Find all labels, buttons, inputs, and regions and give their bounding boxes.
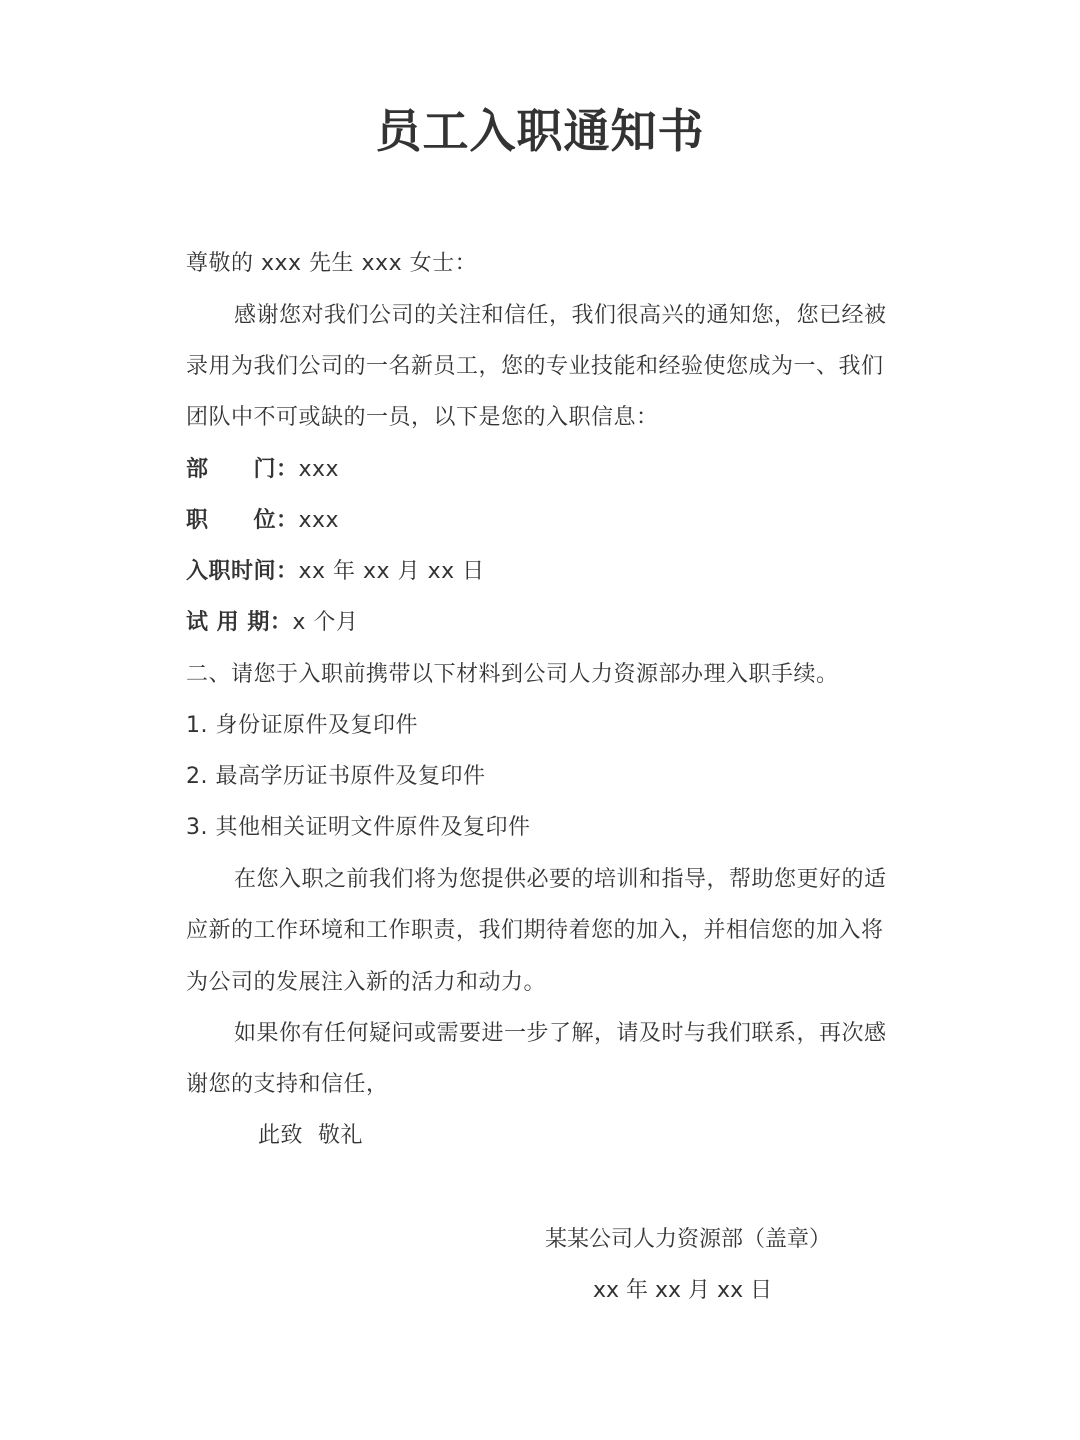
- document-title: 员工入职通知书: [375, 104, 705, 158]
- training-line-3: 为公司的发展注入新的活力和动力。: [186, 970, 547, 995]
- department-value: xxx: [298, 457, 340, 482]
- intro-line-1: 感谢您对我们公司的关注和信任，我们很高兴的通知您，您已经被: [234, 303, 887, 328]
- info-probation: [186, 607, 926, 639]
- position-label: 职 位：: [186, 508, 299, 533]
- info-start-date: [186, 556, 926, 588]
- contact-line-1: 如果你有任何疑问或需要进一步了解，请及时与我们联系，再次感: [234, 1021, 887, 1046]
- start-date-label: 入职时间：: [186, 559, 299, 584]
- info-department: [186, 454, 926, 486]
- department-label: 部 门：: [186, 457, 299, 482]
- position-value: xxx: [298, 508, 340, 533]
- training-line-2: 应新的工作环境和工作职责，我们期待着您的加入，并相信您的加入将: [186, 918, 884, 943]
- materials-heading: 二、请您于入职前携带以下材料到公司人力资源部办理入职手续。: [186, 662, 839, 687]
- info-position: [186, 505, 926, 537]
- training-line-1: 在您入职之前我们将为您提供必要的培训和指导，帮助您更好的适: [234, 867, 887, 892]
- intro-line-2: 录用为我们公司的一名新员工，您的专业技能和经验使您成为一、我们: [186, 354, 884, 379]
- signature-date: xx 年 xx 月 xx 日: [593, 1278, 773, 1303]
- start-date-value: xx 年 xx 月 xx 日: [298, 559, 485, 584]
- probation-label: 试 用 期：: [186, 610, 293, 635]
- greeting: 尊敬的 xxx 先生 xxx 女士：: [186, 251, 478, 276]
- closing-salutation: 此致 敬礼: [258, 1123, 363, 1148]
- intro-line-3: 团队中不可或缺的一员，以下是您的入职信息：: [186, 405, 659, 430]
- signature: 某某公司人力资源部（盖章）: [545, 1227, 832, 1252]
- material-item-1: 1. 身份证原件及复印件: [186, 713, 418, 738]
- material-item-3: 3. 其他相关证明文件原件及复印件: [186, 815, 531, 840]
- probation-value: x 个月: [292, 610, 359, 635]
- contact-line-2: 谢您的支持和信任，: [186, 1072, 389, 1097]
- material-item-2: 2. 最高学历证书原件及复印件: [186, 764, 486, 789]
